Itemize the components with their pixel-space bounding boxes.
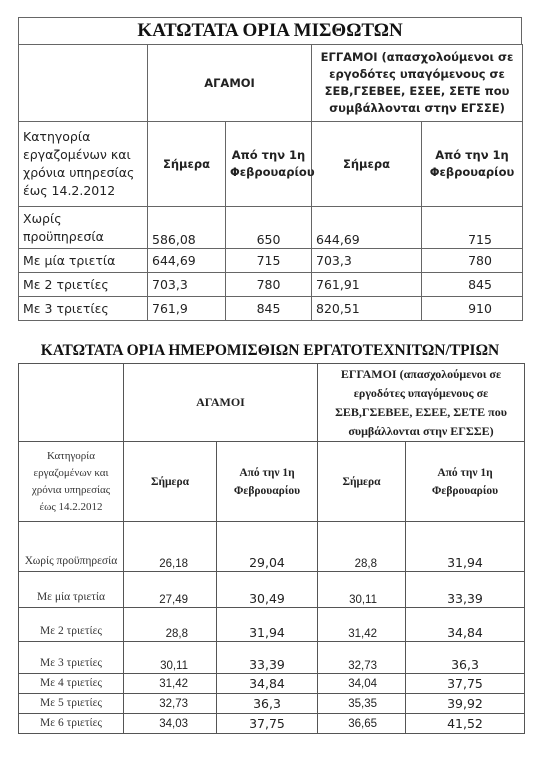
unmarried-group-header: ΑΓΑΜΟΙ <box>148 45 312 122</box>
value-cell: 31,42 <box>124 674 217 694</box>
value-cell: 644,69 <box>148 249 226 273</box>
table-row <box>19 608 525 642</box>
value-cell: 31,94 <box>217 608 318 642</box>
empty-corner-cell <box>19 45 148 122</box>
value-cell: 39,92 <box>406 694 525 714</box>
value-cell: 36,3 <box>406 642 525 674</box>
row-label: Χωρίς προϋπηρεσία <box>19 207 148 249</box>
table-header-row <box>19 364 525 442</box>
col-today-unmarried: Σήμερα <box>148 122 226 207</box>
col-feb-unmarried: Από την 1η Φεβρουαρίου <box>217 442 318 522</box>
table-header-row <box>19 442 525 522</box>
daily-wage-minimums-table <box>18 363 525 734</box>
table-row <box>19 297 523 321</box>
value-cell: 33,39 <box>406 572 525 608</box>
value-cell: 30,11 <box>318 572 406 608</box>
value-cell: 761,91 <box>312 273 422 297</box>
value-cell: 31,94 <box>406 522 525 572</box>
value-cell: 845 <box>422 273 523 297</box>
row-label: Με 2 τριετίες <box>19 608 124 642</box>
row-label: Με 2 τριετίες <box>19 273 148 297</box>
table-row <box>19 642 525 674</box>
value-cell: 715 <box>422 207 523 249</box>
row-label: Με 6 τριετίες <box>19 714 124 734</box>
value-cell: 910 <box>422 297 523 321</box>
married-group-header: ΕΓΓΑΜΟΙ (απασχολούμενοι σε εργοδότες υπαγόμενους σε ΣΕΒ,ΓΣΕΒΕΕ, ΕΣΕΕ, ΣΕΤΕ που συμβάλλονται στην ΕΓΣΣΕ) <box>318 364 525 442</box>
table-header-row <box>19 45 523 122</box>
value-cell: 37,75 <box>406 674 525 694</box>
value-cell: 32,73 <box>318 642 406 674</box>
value-cell: 845 <box>226 297 312 321</box>
value-cell: 34,03 <box>124 714 217 734</box>
table-row <box>19 273 523 297</box>
value-cell: 30,49 <box>217 572 318 608</box>
value-cell: 820,51 <box>312 297 422 321</box>
col-today-married: Σήμερα <box>318 442 406 522</box>
value-cell: 780 <box>226 273 312 297</box>
value-cell: 32,73 <box>124 694 217 714</box>
salary-minimums-table-section <box>18 17 522 321</box>
table-row <box>19 207 523 249</box>
col-feb-unmarried: Από την 1η Φεβρουαρίου <box>226 122 312 207</box>
table-row <box>19 572 525 608</box>
salary-table-title: ΚΑΤΩΤΑΤΑ ΟΡΙΑ ΜΙΣΘΩΤΩΝ <box>18 17 522 44</box>
value-cell: 34,84 <box>217 674 318 694</box>
value-cell: 31,42 <box>318 608 406 642</box>
value-cell: 715 <box>226 249 312 273</box>
row-label: Με μία τριετία <box>19 249 148 273</box>
empty-corner-cell <box>19 364 124 442</box>
row-label: Με 3 τριετίες <box>19 297 148 321</box>
table-row <box>19 249 523 273</box>
value-cell: 703,3 <box>148 273 226 297</box>
value-cell: 26,18 <box>124 522 217 572</box>
category-header: Κατηγορία εργαζομένων και χρόνια υπηρεσίας έως 14.2.2012 <box>19 442 124 522</box>
value-cell: 644,69 <box>312 207 422 249</box>
row-label: Με 3 τριετίες <box>19 642 124 674</box>
table-row <box>19 522 525 572</box>
table-row <box>19 694 525 714</box>
row-label: Με μία τριετία <box>19 572 124 608</box>
category-header: Κατηγορία εργαζομένων και χρόνια υπηρεσίας έως 14.2.2012 <box>19 122 148 207</box>
value-cell: 36,65 <box>318 714 406 734</box>
value-cell: 35,35 <box>318 694 406 714</box>
married-group-header: ΕΓΓΑΜΟΙ (απασχολούμενοι σε εργοδότες υπαγόμενους σε ΣΕΒ,ΓΣΕΒΕΕ, ΕΣΕΕ, ΣΕΤΕ που συμβάλλονται στην ΕΓΣΣΕ) <box>312 45 523 122</box>
value-cell: 34,84 <box>406 608 525 642</box>
col-feb-married: Από την 1η Φεβρουαρίου <box>422 122 523 207</box>
value-cell: 37,75 <box>217 714 318 734</box>
value-cell: 29,04 <box>217 522 318 572</box>
col-feb-married: Από την 1η Φεβρουαρίου <box>406 442 525 522</box>
value-cell: 27,49 <box>124 572 217 608</box>
value-cell: 761,9 <box>148 297 226 321</box>
value-cell: 34,04 <box>318 674 406 694</box>
col-today-married: Σήμερα <box>312 122 422 207</box>
table-row <box>19 674 525 694</box>
salary-minimums-table <box>18 44 523 321</box>
row-label: Με 4 τριετίες <box>19 674 124 694</box>
row-label: Χωρίς προϋπηρεσία <box>19 522 124 572</box>
value-cell: 703,3 <box>312 249 422 273</box>
value-cell: 28,8 <box>318 522 406 572</box>
table-header-row <box>19 122 523 207</box>
row-label: Με 5 τριετίες <box>19 694 124 714</box>
value-cell: 650 <box>226 207 312 249</box>
value-cell: 33,39 <box>217 642 318 674</box>
unmarried-group-header: ΑΓΑΜΟΙ <box>124 364 318 442</box>
daily-wage-table-title: ΚΑΤΩΤΑΤΑ ΟΡΙΑ ΗΜΕΡΟΜΙΣΘΙΩΝ ΕΡΓΑΤΟΤΕΧΝΙΤΩΝ/ΤΡΙΩΝ <box>40 342 500 359</box>
value-cell: 586,08 <box>148 207 226 249</box>
value-cell: 41,52 <box>406 714 525 734</box>
value-cell: 30,11 <box>124 642 217 674</box>
col-today-unmarried: Σήμερα <box>124 442 217 522</box>
table-row <box>19 714 525 734</box>
value-cell: 36,3 <box>217 694 318 714</box>
value-cell: 28,8 <box>124 608 217 642</box>
value-cell: 780 <box>422 249 523 273</box>
